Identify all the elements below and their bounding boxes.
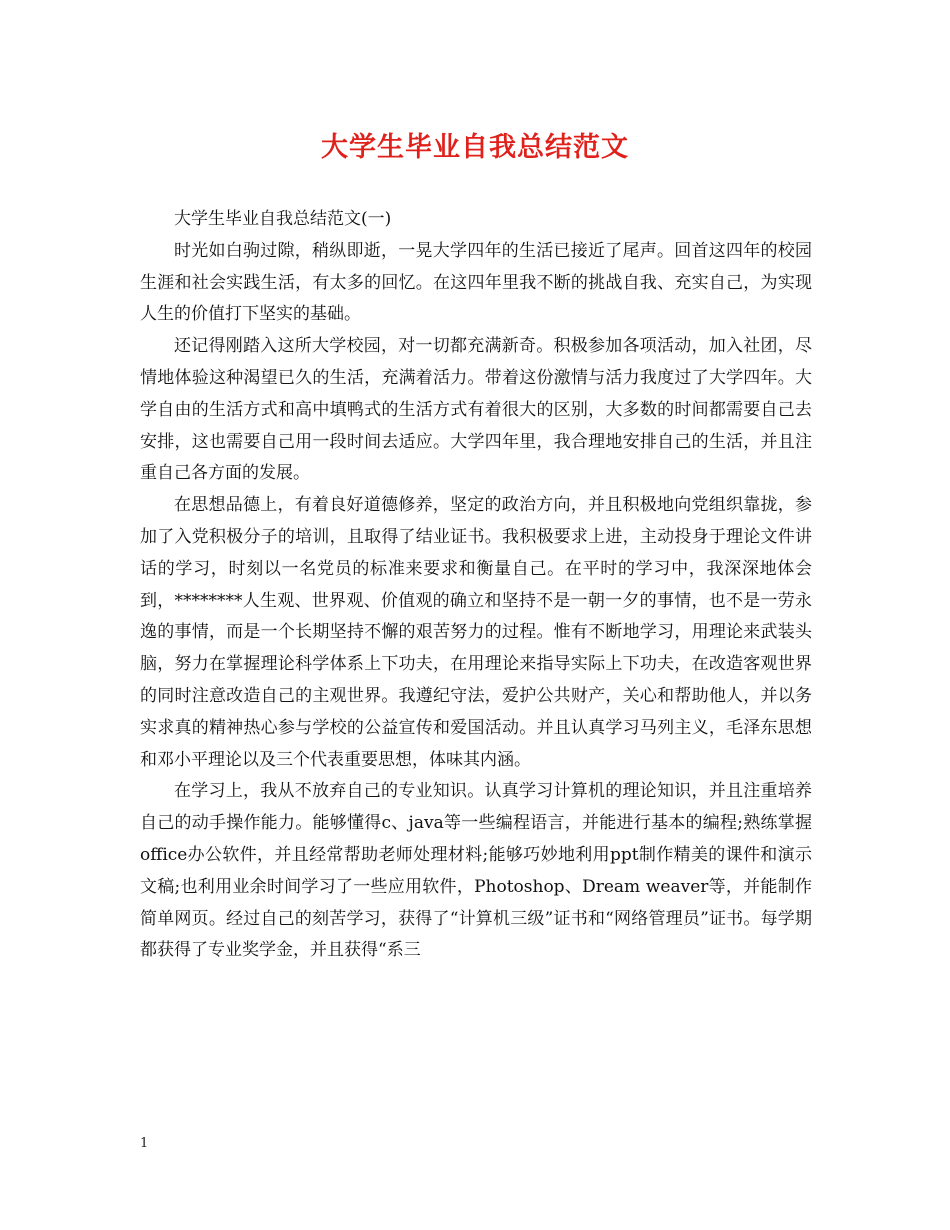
page-number: 1: [140, 1136, 149, 1151]
paragraph: 时光如白驹过隙，稍纵即逝，一晃大学四年的生活已接近了尾声。回首这四年的校园生涯和社会实践生活，有太多的回忆。在这四年里我不断的挑战自我、充实自己，为实现人生的价值打下坚实的基础。: [140, 240, 812, 325]
section-heading: 大学生毕业自我总结范文(一): [174, 209, 392, 229]
paragraph: 在学习上，我从不放弃自己的专业知识。认真学习计算机的理论知识，并且注重培养自己的动手操作能力。能够懂得c、java等一些编程语言，并能进行基本的编程;熟练掌握office办公软件，并且经常帮助老师处理材料;能够巧妙地利用ppt制作精美的课件和演示文稿;也利用业余时间学习了一些应用软件，Photoshop、Dream weaver等，并能制作简单网页。经过自己的刻苦学习，获得了“计算机三级”证书和“网络管理员”证书。每学期都获得了专业奖学金，并且获得“系三: [140, 781, 812, 961]
document-body: [140, 204, 812, 967]
document-title: 大学生毕业自我总结范文: [321, 132, 629, 163]
paragraph: 在思想品德上，有着良好道德修养，坚定的政治方向，并且积极地向党组织靠拢，参加了入党积极分子的培训，且取得了结业证书。我积极要求上进，主动投身于理论文件讲话的学习，时刻以一名党员的标准来要求和衡量自己。在平时的学习中，我深深地体会到，********人生观、世界观、价值观的确立和坚持不是一朝一夕的事情，也不是一劳永逸的事情，而是一个长期坚持不懈的艰苦努力的过程。惟有不断地学习，用理论来武装头脑，努力在掌握理论科学体系上下功夫，在用理论来指导实际上下功夫，在改造客观世界的同时注意改造自己的主观世界。我遵纪守法，爱护公共财产，关心和帮助他人，并以务实求真的精神热心参与学校的公益宣传和爱国活动。并且认真学习马列主义，毛泽东思想和邓小平理论以及三个代表重要思想，体味其内涵。: [140, 495, 812, 770]
paragraph: 还记得刚踏入这所大学校园，对一切都充满新奇。积极参加各项活动，加入社团，尽情地体验这种渴望已久的生活，充满着活力。带着这份激情与活力我度过了大学四年。大学自由的生活方式和高中填鸭式的生活方式有着很大的区别，大多数的时间都需要自己去安排，这也需要自己用一段时间去适应。大学四年里，我合理地安排自己的生活，并且注重自己各方面的发展。: [140, 336, 812, 484]
